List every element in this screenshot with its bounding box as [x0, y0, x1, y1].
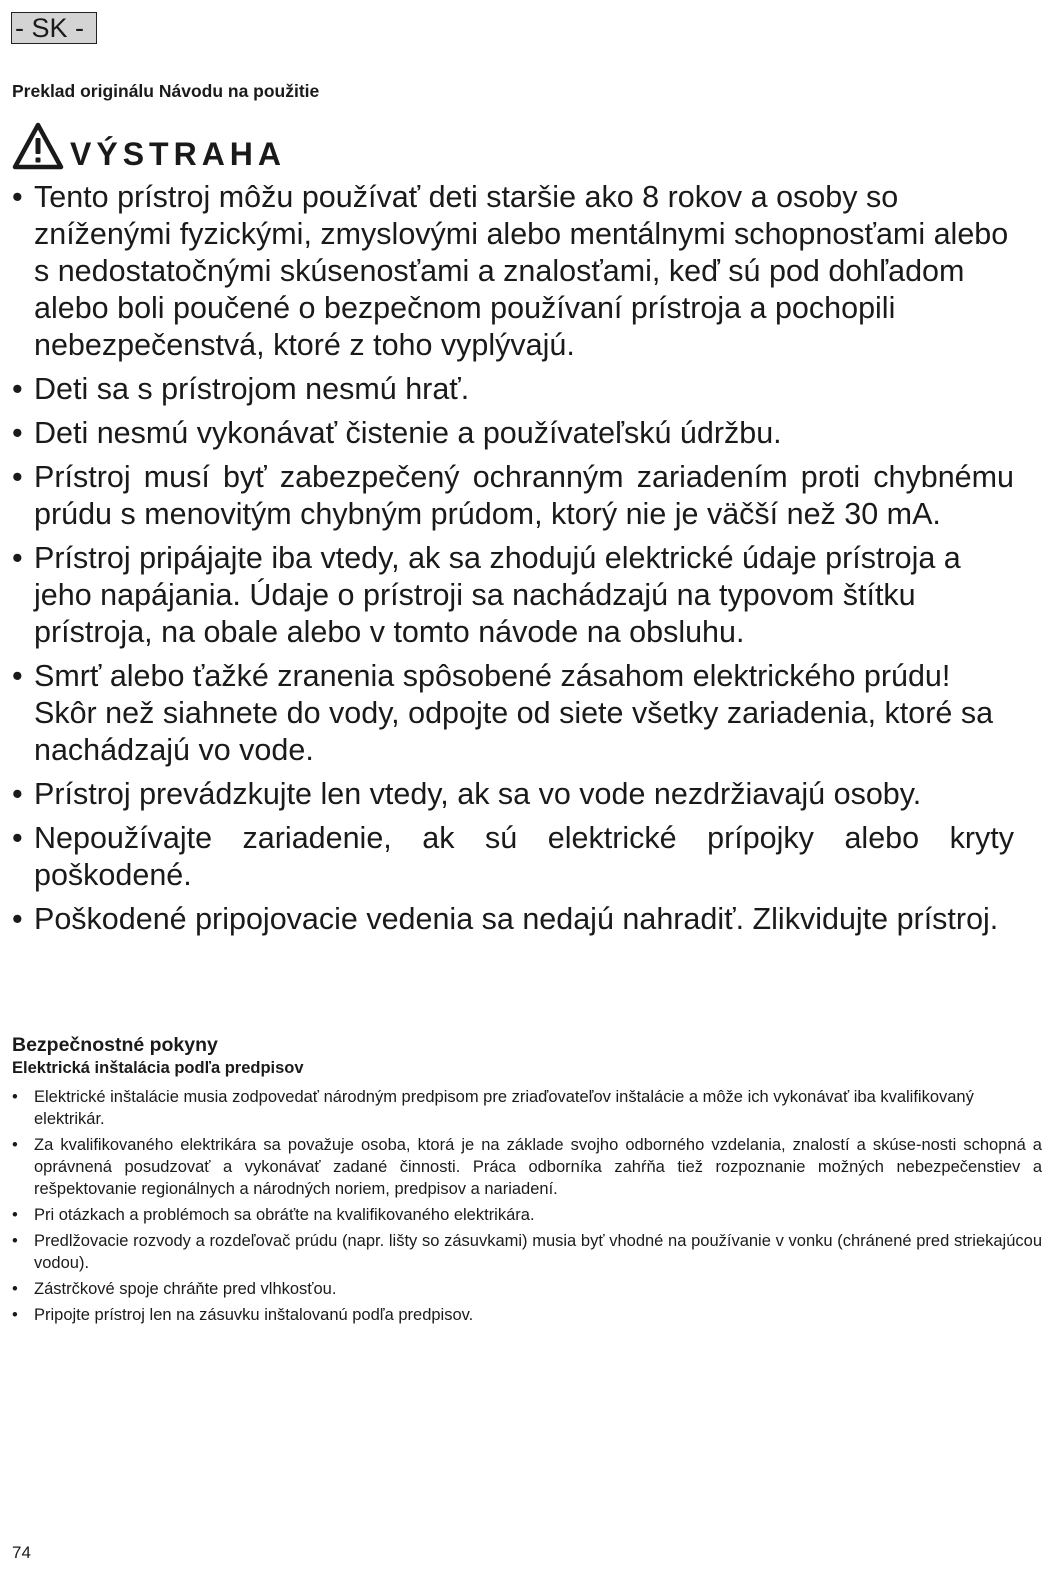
warning-item-text: Tento prístroj môžu používať deti staršie ako 8 rokov a osoby so zníženými fyzickými, zmyslovými alebo mentálnymi schopnosťami alebo s nedostatočnými skúsenosťami a znalosťami, keď sú pod dohľadom alebo boli poučené o bezpečnom používaní prístroja a pochopili nebezpečenstvá, ktoré z toho vyplývajú. [34, 180, 1009, 362]
bullet: • [12, 460, 23, 494]
warning-item-text: Prístroj prevádzkujte len vtedy, ak sa vo vode nezdržiavajú osoby. [34, 777, 922, 811]
warning-item [12, 179, 1014, 364]
safety-item [12, 1086, 1042, 1130]
bullet: • [12, 372, 23, 406]
document-subtitle: Preklad originálu Návodu na použitie [12, 81, 320, 101]
page-number: 74 [12, 1543, 31, 1562]
safety-item [12, 1204, 1042, 1226]
bullet: • [12, 821, 23, 855]
warning-triangle-icon [12, 122, 64, 170]
language-tag: - SK - [11, 12, 97, 44]
bullet: • [12, 777, 23, 811]
warning-item [12, 415, 1014, 452]
warning-item-text: Smrť alebo ťažké zranenia spôsobené zásahom elektrického prúdu! Skôr než siahnete do vody, odpojte od siete všetky zariadenia, ktoré sa nachádzajú vo vode. [34, 659, 994, 767]
safety-item-text: Pripojte prístroj len na zásuvku inštalovanú podľa predpisov. [34, 1306, 474, 1324]
warning-item [12, 658, 1014, 769]
safety-item-text: Elektrické inštalácie musia zodpovedať národným predpisom pre zriaďovateľov inštalácie a môže ich vykonávať iba kvalifikovaný elektrikár. [34, 1088, 974, 1128]
warning-item-text: Deti sa s prístrojom nesmú hrať. [34, 372, 470, 406]
safety-item-text: Pri otázkach a problémoch sa obráťte na kvalifikovaného elektrikára. [34, 1206, 535, 1224]
safety-item [12, 1230, 1042, 1274]
safety-heading: Bezpečnostné pokyny [12, 1034, 218, 1056]
bullet: • [12, 416, 23, 450]
safety-item [12, 1134, 1042, 1200]
warning-item-text: Deti nesmú vykonávať čistenie a používateľskú údržbu. [34, 416, 782, 450]
warning-item [12, 901, 1014, 938]
bullet: • [12, 1306, 18, 1324]
safety-item-text: Za kvalifikovaného elektrikára sa považuje osoba, ktorá je na základe svojho odborného vzdelania, znalostí a skúse-nosti schopná a oprávnená posudzovať a vykonávať zadané činnosti. Práca odborníka zahŕňa tiež rozpoznanie možných nebezpečenstiev a rešpektovanie regionálnych a národných noriem, predpisov a nariadení. [34, 1136, 1042, 1198]
warning-heading [12, 122, 286, 170]
warning-item [12, 371, 1014, 408]
bullet: • [12, 1232, 18, 1250]
bullet: • [12, 1280, 18, 1298]
warning-item-text: Nepoužívajte zariadenie, ak sú elektrické prípojky alebo kryty poškodené. [34, 821, 1014, 892]
warning-item-text: Prístroj musí byť zabezpečený ochranným zariadením proti chybnému prúdu s menovitým chybným prúdom, ktorý nie je väčší než 30 mA. [34, 460, 1014, 531]
warning-item-text: Prístroj pripájajte iba vtedy, ak sa zhodujú elektrické údaje prístroja a jeho napájania. Údaje o prístroji sa nachádzajú na typovom štítku prístroja, na obale alebo v tomto návode na obsluhu. [34, 541, 961, 649]
safety-item [12, 1278, 1042, 1300]
bullet: • [12, 1136, 18, 1154]
bullet: • [12, 541, 23, 575]
warning-item [12, 540, 1014, 651]
bullet: • [12, 180, 23, 214]
warning-item [12, 459, 1014, 533]
bullet: • [12, 659, 23, 693]
safety-item-text: Zástrčkové spoje chráňte pred vlhkosťou. [34, 1280, 337, 1298]
bullet: • [12, 1206, 18, 1224]
bullet: • [12, 902, 23, 936]
safety-item-text: Predlžovacie rozvody a rozdeľovač prúdu (napr. lišty so zásuvkami) musia byť vhodné na používanie v vonku (chránené pred striekajúcou vodou). [34, 1232, 1042, 1272]
warning-item-text: Poškodené pripojovacie vedenia sa nedajú nahradiť. Zlikvidujte prístroj. [34, 902, 999, 936]
bullet: • [12, 1088, 18, 1106]
safety-item [12, 1304, 1042, 1326]
warning-title: VÝSTRAHA [70, 136, 287, 172]
warning-list [12, 179, 1014, 945]
warning-item [12, 776, 1014, 813]
warning-item [12, 820, 1014, 894]
safety-list [12, 1086, 1042, 1330]
safety-subheading: Elektrická inštalácia podľa predpisov [12, 1059, 304, 1077]
